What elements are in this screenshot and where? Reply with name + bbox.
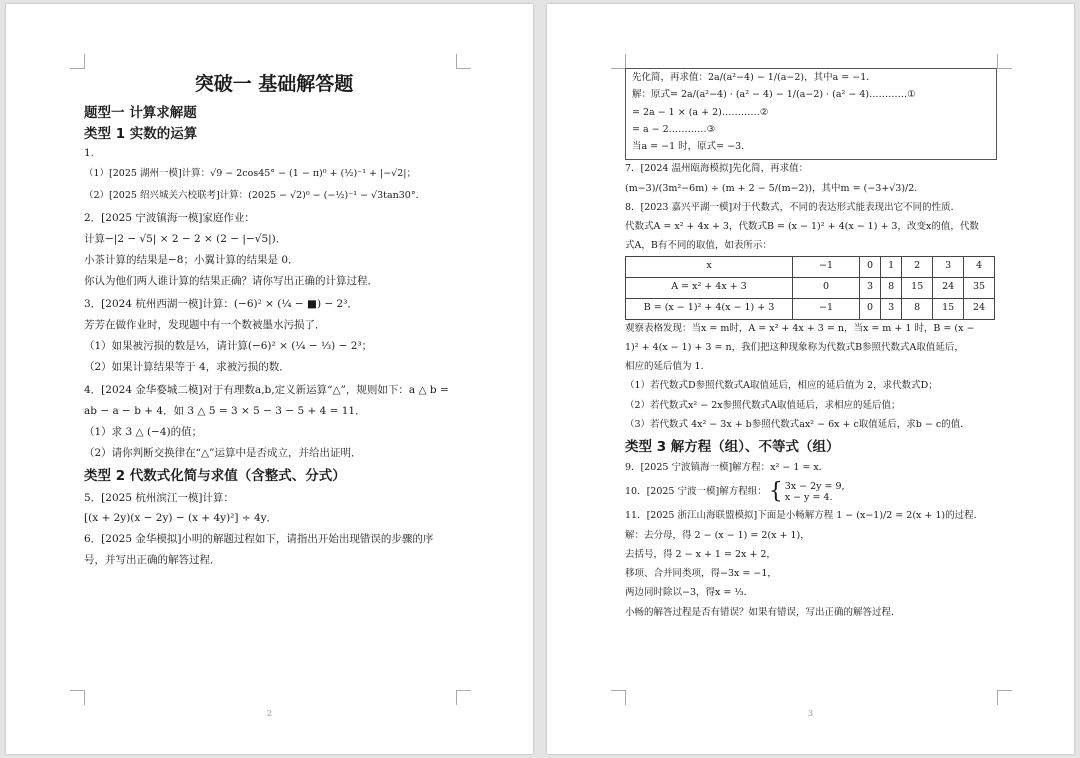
type-3-heading: 类型 3 解方程（组）、不等式（组） [625, 439, 840, 455]
q11-question: 小畅的解答过程是否有错误？如果有错误，写出正确的解答过程． [625, 606, 901, 618]
document-page-3 [547, 4, 1074, 754]
q1-part-2: （2）[2025 绍兴城关六校联考]计算：(2025 − √2)⁰ − (−½)⁻¹ − √3tan30°． [84, 190, 426, 201]
crop-mark [997, 54, 1012, 69]
table-cell: 3 [881, 298, 902, 319]
q8-part-3: （3）若代数式 4x² − 3x + b参照代数式ax² − 6x + c取值延后，求b − c的值． [625, 418, 970, 430]
equation-1: 3x − 2y = 9, [784, 480, 845, 492]
q1-part-1: （1）[2025 湖州一模]计算：√9 − 2cos45° − (1 − π)⁰ + (½)⁻¹ + |−√2|； [84, 167, 416, 179]
q8-part-1: （1）若代数式D参照代数式A取值延后，相应的延后值为 2，求代数式D； [625, 380, 938, 392]
table-cell: 0 [860, 298, 881, 319]
crop-mark [70, 690, 85, 705]
document-page-2 [6, 4, 533, 754]
crop-mark [456, 54, 471, 69]
q3-heading: 3．[2024 杭州西湖一模]计算：(−6)² × (¼ − ■) − 2³． [84, 298, 358, 311]
table-cell: 2 [902, 256, 933, 277]
q2-expression: 计算−|2 − √5| × 2 − 2 × (2 − |−√5|)． [84, 233, 287, 245]
type-1-heading: 类型 1 实数的运算 [84, 125, 198, 142]
page-number: 2 [266, 709, 273, 718]
q8-text-c: 观察表格发现：当x = m时，A = x² + 4x + 3 = n，当x = m + 1 时，B = (x − [625, 322, 975, 334]
table-cell: −1 [793, 298, 860, 319]
q3-text: 芳芳在做作业时，发现题中有一个数被墨水污损了． [84, 319, 326, 331]
q4-part-1: （1）求 3 △ (−4)的值； [84, 425, 203, 438]
table-cell: 8 [902, 298, 933, 319]
q2-text-a: 小茶计算的结果是−8；小翼计算的结果是 0． [84, 253, 299, 266]
table-cell: 3 [860, 277, 881, 298]
q7-expression: (m−3)/(3m²−6m) ÷ (m + 2 − 5/(m−2))，其中m = (−3+√3)/2． [625, 182, 924, 194]
q9: 9．[2025 宁波镇海一模]解方程：x² − 1 = x． [625, 462, 829, 474]
q8-heading: 8．[2023 嘉兴平湖一模]对于代数式，不同的表达形式能表现出它不同的性质． [625, 201, 961, 213]
type-2-heading: 类型 2 代数式化简与求值（含整式、分式） [84, 468, 346, 485]
q8-part-2: （2）若代数式x² − 2x参照代数式A取值延后，求相应的延后值； [625, 399, 901, 411]
q8-text-b: 式A，B有不同的取值，如表所示： [625, 240, 772, 252]
q3-part-2: （2）如果计算结果等于 4，求被污损的数． [84, 360, 290, 373]
q7-heading: 7．[2024 温州瓯海模拟]先化简，再求值： [625, 163, 809, 175]
table-cell: 0 [860, 256, 881, 277]
q8-text-e: 相应的延后值为 1． [625, 361, 711, 372]
crop-mark [70, 54, 85, 69]
q11-step-2: 去括号，得 2 − x + 1 = 2x + 2， [625, 548, 776, 560]
table-header-row [626, 256, 995, 277]
q5-heading: 5．[2025 杭州滨江一模]计算： [84, 491, 234, 504]
q6-heading: 6．[2025 金华模拟]小明的解题过程如下，请指出开始出现错误的步骤的序 [84, 533, 434, 545]
crop-mark [456, 690, 471, 705]
crop-mark [611, 54, 626, 69]
table-cell: B = (x − 1)² + 4(x − 1) + 3 [626, 298, 793, 319]
q11-heading: 11．[2025 浙江山海联盟模拟]下面是小畅解方程 1 − (x−1)/2 = 2(x + 1)的过程． [625, 510, 984, 522]
table-row [626, 277, 995, 298]
q5-expression: [(x + 2y)(x − 2y) − (x + 4y)²] ÷ 4y． [84, 512, 278, 525]
page-number: 3 [807, 709, 814, 718]
box-line-3: = 2a − 1 × (a + 2)…………② [632, 106, 769, 118]
box-line-4: = a − 2…………③ [632, 123, 716, 135]
table-cell: A = x² + 4x + 3 [626, 277, 793, 298]
q4-heading: 4．[2024 金华婺城二模]对于有理数a,b,定义新运算“△”，规则如下：a △ b = [84, 384, 449, 397]
solution-box [625, 68, 997, 160]
q11-step-1: 解：去分母，得 2 − (x − 1) = 2(x + 1)， [625, 529, 810, 541]
box-line-5: 当a = −1 时，原式= −3． [632, 141, 751, 152]
q1-number: 1. [84, 147, 95, 159]
equation-system [785, 481, 845, 505]
q10-heading: 10．[2025 宁波一模]解方程组： [625, 486, 767, 498]
q11-step-3: 移项、合并同类项，得−3x = −1， [625, 568, 777, 579]
table-cell: x [626, 256, 793, 277]
box-line-2: 解：原式= 2a/(a²−4) · (a² − 4) − 1/(a−2) · (a² − 4)…………① [632, 89, 916, 101]
q4-part-2: （2）请你判断交换律在“△”运算中是否成立，并给出证明． [84, 446, 362, 459]
table-cell: −1 [793, 256, 860, 277]
box-line-1: 先化简，再求值：2a/(a²−4) − 1/(a−2)，其中a = −1． [632, 72, 876, 83]
table-cell: 24 [933, 277, 964, 298]
table-cell: 15 [933, 298, 964, 319]
table-cell: 1 [881, 256, 902, 277]
table-cell: 4 [964, 256, 995, 277]
q2-heading: 2．[2025 宁波镇海一模]家庭作业： [84, 212, 255, 225]
page-title: 突破一 基础解答题 [194, 73, 354, 95]
value-table [625, 256, 995, 320]
table-cell: 35 [964, 277, 995, 298]
q8-text-a: 代数式A = x² + 4x + 3，代数式B = (x − 1)² + 4(x − 1) + 3，改变x的值，代数 [625, 221, 979, 232]
crop-mark [611, 690, 626, 705]
table-cell: 15 [902, 277, 933, 298]
q3-part-1: （1）如果被污损的数是⅓，请计算(−6)² × (¼ − ⅓) − 2³； [84, 339, 373, 352]
table-cell: 0 [793, 277, 860, 298]
q8-text-d: 1)² + 4(x − 1) + 3 = n，我们把这种现象称为代数式B参照代数式A取值延后， [625, 341, 964, 353]
page-3-content [625, 68, 997, 625]
table-row [626, 298, 995, 319]
crop-mark [997, 690, 1012, 705]
table-cell: 3 [933, 256, 964, 277]
q6-text: 号，并写出正确的解答过程． [84, 553, 221, 566]
page-2-content [84, 68, 464, 574]
q10 [625, 481, 997, 505]
brace-icon: { [768, 479, 783, 505]
q4-definition: ab − a − b + 4．如 3 △ 5 = 3 × 5 − 3 − 5 + 4 = 11． [84, 405, 366, 417]
q11-step-4: 两边同时除以−3，得x = ⅓． [625, 587, 754, 599]
q2-text-b: 你认为他们两人谁计算的结果正确？请你写出正确的计算过程． [84, 274, 378, 287]
table-cell: 8 [881, 277, 902, 298]
section-heading: 题型一 计算求解题 [84, 104, 197, 121]
table-cell: 24 [964, 298, 995, 319]
equation-2: x − y = 4. [784, 492, 833, 504]
